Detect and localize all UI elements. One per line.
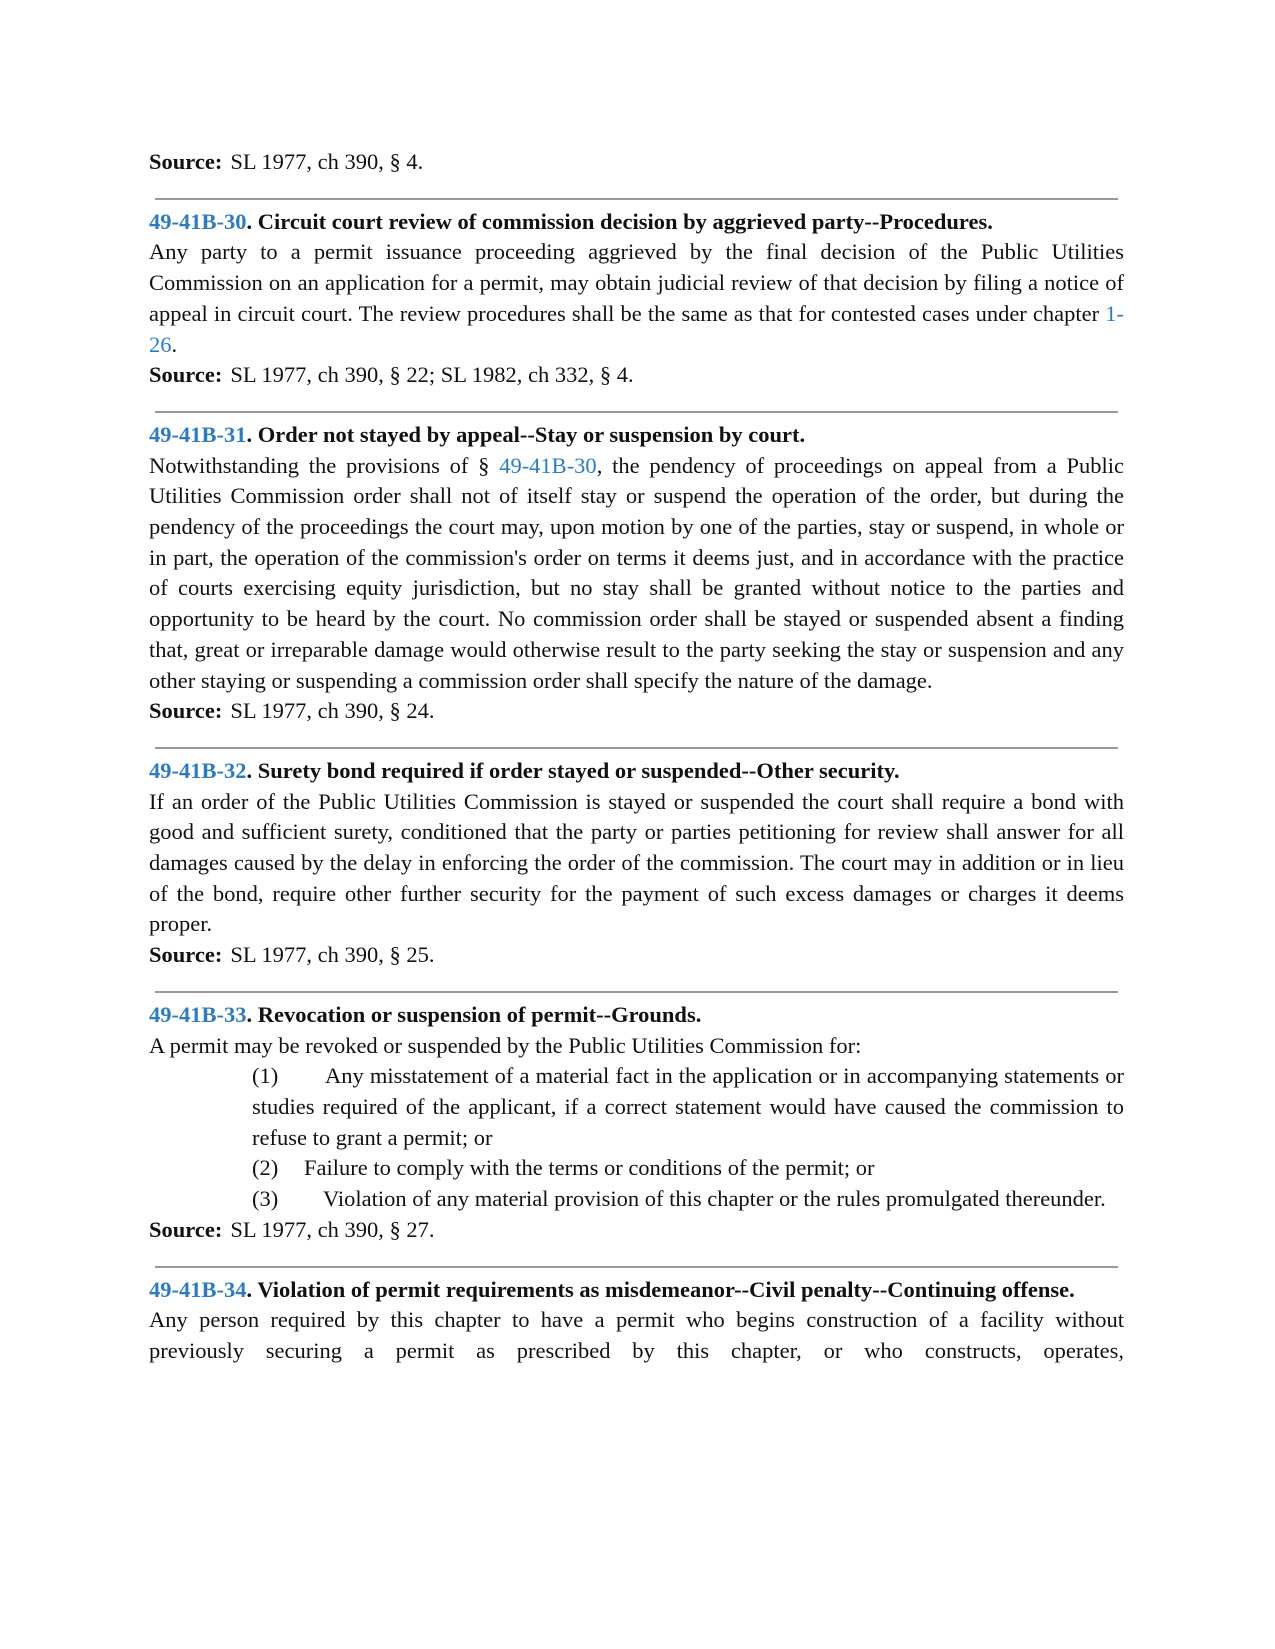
section-body: Any party to a permit issuance proceeding aggrieved by the final decision of the Public Utilities Commission on an application for a permit, may obtain judicial review of that decision by filing a notice of appeal in circuit court. The review procedures shall be the same as that for contested cases under chapter 1-26. — [149, 239, 1124, 357]
section-heading: 49-41B-31. Order not stayed by appeal--Stay or suspension by court. — [149, 421, 806, 447]
section-heading: 49-41B-33. Revocation or suspension of permit--Grounds. — [149, 1001, 702, 1027]
source-line: Source: SL 1977, ch 390, § 22; SL 1982, ch 332, § 4. — [149, 362, 634, 388]
section-heading: 49-41B-32. Surety bond required if order stayed or suspended--Other security. — [149, 757, 900, 783]
section-49-41B-31 — [149, 420, 1124, 727]
section-link[interactable]: 49-41B-34 — [149, 1276, 247, 1302]
source-line: Source: SL 1977, ch 390, § 27. — [149, 1216, 435, 1242]
section-49-41B-34 — [149, 1275, 1124, 1367]
source-line: Source: SL 1977, ch 390, § 4. — [149, 149, 424, 174]
section-49-41B-33 — [149, 1000, 1124, 1246]
section-divider — [155, 747, 1118, 749]
section-heading: 49-41B-34. Violation of permit requirements as misdemeanor--Civil penalty--Continuing offense. — [149, 1276, 1075, 1302]
section-body: If an order of the Public Utilities Commission is stayed or suspended the court shall require a bond with good and sufficient surety, conditioned that the party or parties petitioning for review shall answer for all damages caused by the delay in enforcing the order of the commission. The court may in addition or in lieu of the bond, require other further security for the payment of such excess damages or charges it deems proper. — [149, 788, 1124, 937]
section-link[interactable]: 49-41B-33 — [149, 1001, 247, 1027]
section-link[interactable]: 49-41B-31 — [149, 421, 247, 447]
statute-document — [149, 147, 1124, 1367]
source-line: Source: SL 1977, ch 390, § 24. — [149, 698, 435, 724]
section-body: Any person required by this chapter to have a permit who begins construction of a facility without previously securing a permit as prescribed by this chapter, or who constructs, operates, — [149, 1307, 1124, 1363]
section-heading: 49-41B-30. Circuit court review of commission decision by aggrieved party--Procedures. — [149, 208, 993, 234]
cross-reference-link[interactable]: 49-41B-30 — [499, 452, 597, 478]
section-body: Notwithstanding the provisions of § 49-41B-30, the pendency of proceedings on appeal from a Public Utilities Commission order shall not of itself stay or suspend the operation of the order, but during the pendency of the proceedings the court may, upon motion by one of the parties, stay or suspend, in whole or in part, the operation of the commission's order on terms it deems just, and in accordance with the practice of courts exercising equity jurisdiction, but no stay shall be granted without notice to the parties and opportunity to be heard by the court. No commission order shall be stayed or suspended absent a finding that, great or irreparable damage would otherwise result to the party seeking the stay or suspension and any other staying or suspending a commission order shall specify the nature of the damage. — [149, 452, 1125, 693]
section-link[interactable]: 49-41B-32 — [149, 757, 247, 783]
section-body: A permit may be revoked or suspended by the Public Utilities Commission for: — [149, 1032, 862, 1058]
section-49-41B-30 — [149, 207, 1124, 391]
section-divider — [155, 411, 1118, 413]
chapter-link[interactable]: 1-26 — [149, 300, 1124, 357]
list-item: (1) Any misstatement of a material fact in the application or in accompanying statements or studies required of the applicant, if a correct statement would have caused the commission to refuse to grant a permit; or — [252, 1063, 1124, 1150]
section-divider — [155, 991, 1118, 993]
list-item: (2) Failure to comply with the terms or conditions of the permit; or — [252, 1155, 875, 1181]
section-divider — [155, 1266, 1118, 1268]
source-line: Source: SL 1977, ch 390, § 25. — [149, 942, 435, 968]
section-divider — [155, 198, 1118, 200]
list-item: (3) Violation of any material provision of this chapter or the rules promulgated thereunder. — [252, 1186, 1106, 1212]
section-49-41B-32 — [149, 756, 1124, 971]
section-link[interactable]: 49-41B-30 — [149, 208, 247, 234]
